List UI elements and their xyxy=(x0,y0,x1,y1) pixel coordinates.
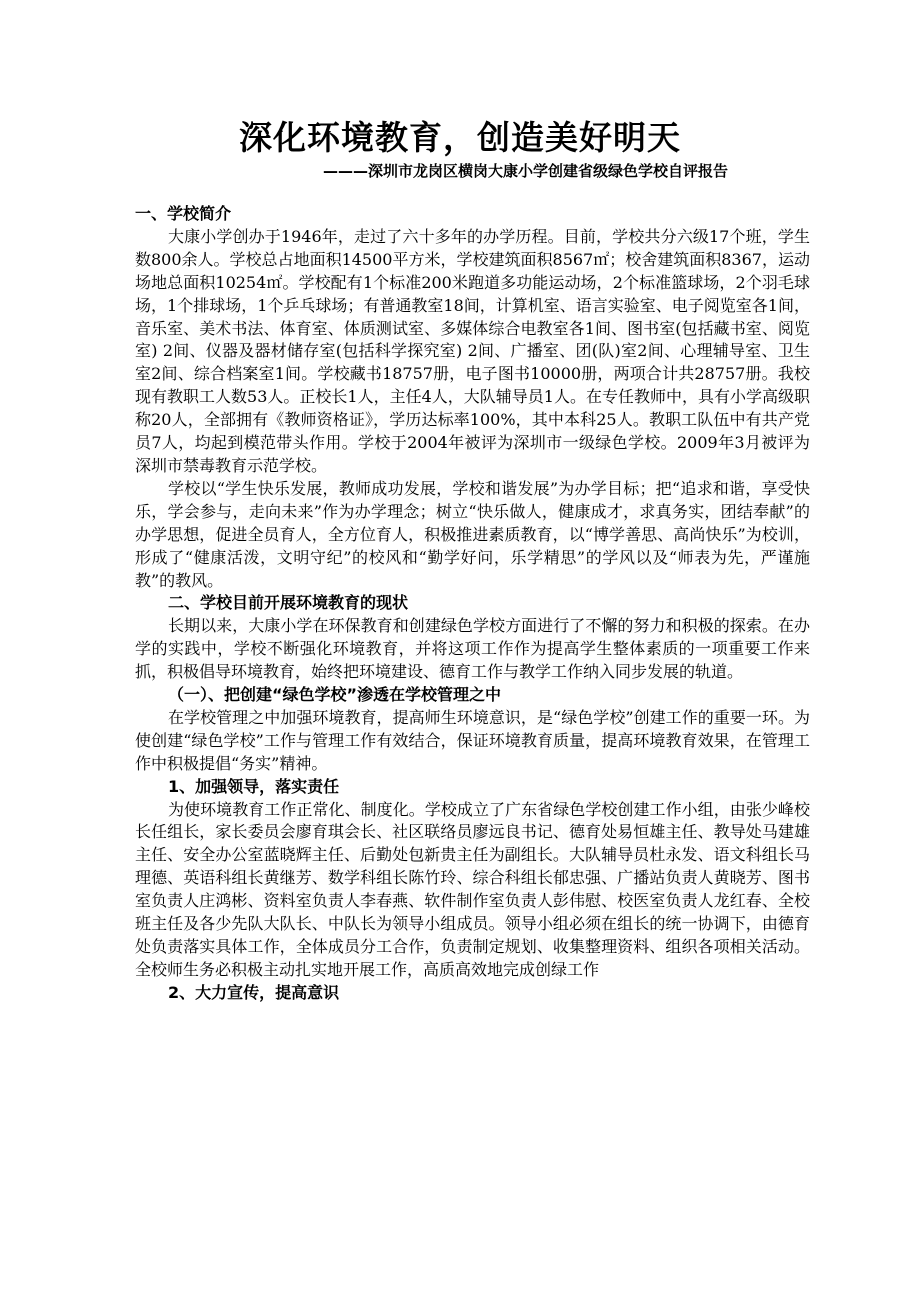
item-heading: 1、加强领导，落实责任 xyxy=(168,776,340,796)
item-heading: 2、大力宣传，提高意识 xyxy=(168,982,340,1002)
paragraph: 为使环境教育工作正常化、制度化。学校成立了广东省绿色学校创建工作小组，由张少峰校长任组长，家长委员会廖育琪会长、社区联络员廖远良书记、德育处易恒雄主任、教导处马建雄主任、安全办公室蓝晓辉主任、后勤处包新贵主任为副组长。大队辅导员杜永发、语文科组长马理德、英语科组长黄继芳、数学科组长陈竹玲、综合科组长郁忠强、广播站负责人黄晓芳、图书室负责人庄鸿彬、资料室负责人李春燕、软件制作室负责人彭伟慰、校医室负责人龙红春、全校班主任及各少先队大队长、中队长为领导小组成员。领导小组必须在组长的统一协调下，由德育处负责落实具体工作，全体成员分工合作，负责制定规划、收集整理资料、组织各项相关活动。全校师生务必积极主动扎实地开展工作，高质高效地完成创绿工作 xyxy=(135,799,810,979)
subsection-heading: （一）、把创建“绿色学校”渗透在学校管理之中 xyxy=(168,685,502,705)
section-heading: 二、学校目前开展环境教育的现状 xyxy=(168,593,409,613)
paragraph: 学校以“学生快乐发展，教师成功发展，学校和谐发展”为办学目标；把“追求和谐，享受快乐，学会参与，走向未来”作为办学理念；树立“快乐做人，健康成才，求真务实，团结奉献”的办学思想，促进全员育人，全方位育人，积极推进素质教育，以“博学善思、高尚快乐”为校训，形成了“健康活泼，文明守纪”的校风和“勤学好问，乐学精思”的学风以及“师表为先，严谨施教”的教风。 xyxy=(135,478,810,590)
section-heading: 一、学校简介 xyxy=(135,204,232,223)
paragraph: 大康小学创办于1946年，走过了六十多年的办学历程。目前，学校共分六级17个班，学生数800余人。学校总占地面积14500平方米，学校建筑面积8567㎡；校舍建筑面积8367，运动场地总面积10254㎡。学校配有1个标准200米跑道多功能运动场，2个标准篮球场，2个羽毛球场，1个排球场，1个乒乓球场；有普通教室18间，计算机室、语言实验室、电子阅览室各1间，音乐室、美术书法、体育室、体质测试室、多媒体综合电教室各1间、图书室(包括藏书室、阅览室) 2间、仪器及器材储存室(包括科学探究室) 2间、广播室、团(队)室2间、心理辅导室、卫生室2间、综合档案室1间。学校藏书18757册，电子图书10000册，两项合计共28757册。我校现有教职工人数53人。正校长1人，主任4人，大队辅导员1人。在专任教师中，具有小学高级职称20人，全部拥有《教师资格证》，学历达标率100%，其中本科25人。教职工队伍中有共产党员7人，均起到模范带头作用。学校于2004年被评为深圳市一级绿色学校。2009年3月被评为深圳市禁毒教育示范学校。 xyxy=(135,226,810,475)
document-subtitle: ———深圳市龙岗区横岗大康小学创建省级绿色学校自评报告 xyxy=(322,162,728,180)
paragraph: 在学校管理之中加强环境教育，提高师生环境意识，是“绿色学校”创建工作的重要一环。为使创建“绿色学校”工作与管理工作有效结合，保证环境教育质量，提高环境教育效果，在管理工作中积极提倡“务实”精神。 xyxy=(135,707,810,773)
paragraph: 长期以来，大康小学在环保教育和创建绿色学校方面进行了不懈的努力和积极的探索。在办学的实践中，学校不断强化环境教育，并将这项工作作为提高学生整体素质的一项重要工作来抓，积极倡导环境教育，始终把环境建设、德育工作与教学工作纳入同步发展的轨道。 xyxy=(135,616,810,682)
document-body xyxy=(135,203,810,1005)
document-title: 深化环境教育，创造美好明天 xyxy=(239,118,681,157)
